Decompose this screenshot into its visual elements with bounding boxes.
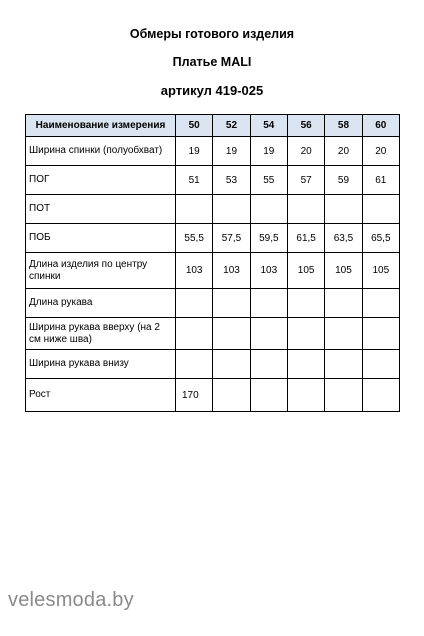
measurement-name-cell: Длина изделия по центру спинки bbox=[26, 253, 176, 289]
measurement-value-cell: 59,5 bbox=[250, 224, 287, 253]
measurement-value-cell: 103 bbox=[176, 253, 213, 289]
measurement-name-cell: Ширина спинки (полуобхват) bbox=[26, 137, 176, 166]
measurement-value-cell: 19 bbox=[250, 137, 287, 166]
measurement-value-cell: 59 bbox=[325, 166, 362, 195]
measurement-value-cell bbox=[362, 318, 399, 350]
measurement-value-cell bbox=[325, 318, 362, 350]
measurement-value-cell bbox=[213, 195, 250, 224]
measurement-value-cell: 55,5 bbox=[176, 224, 213, 253]
measurement-value-cell: 105 bbox=[325, 253, 362, 289]
measurement-value-cell bbox=[213, 350, 250, 379]
measurement-value-cell bbox=[250, 289, 287, 318]
measurement-value-cell bbox=[325, 289, 362, 318]
measurement-value-cell: 57,5 bbox=[213, 224, 250, 253]
measurement-name-cell: Ширина рукава вверху (на 2 см ниже шва) bbox=[26, 318, 176, 350]
measurement-value-cell bbox=[362, 195, 399, 224]
measurement-value-cell: 20 bbox=[287, 137, 324, 166]
product-name: Платье MALI bbox=[172, 55, 252, 69]
measurement-value-cell: 61,5 bbox=[287, 224, 324, 253]
table-row bbox=[26, 137, 400, 166]
measurement-value-cell: 20 bbox=[325, 137, 362, 166]
measurement-value-cell bbox=[176, 289, 213, 318]
table-row bbox=[26, 253, 400, 289]
measurement-value-cell: 19 bbox=[176, 137, 213, 166]
measurement-name-cell: Длина рукава bbox=[26, 289, 176, 318]
measurement-value-cell bbox=[250, 350, 287, 379]
measurement-value-cell bbox=[362, 350, 399, 379]
measurement-value-cell bbox=[325, 379, 362, 412]
measurement-value-cell bbox=[362, 289, 399, 318]
column-header-size: 50 bbox=[176, 115, 213, 137]
measurement-name-cell: ПОГ bbox=[26, 166, 176, 195]
measurement-value-cell bbox=[250, 318, 287, 350]
measurements-table bbox=[25, 114, 400, 412]
measurement-value-cell bbox=[176, 318, 213, 350]
measurement-value-cell bbox=[362, 379, 399, 412]
table-row bbox=[26, 224, 400, 253]
measurement-value-cell: 65,5 bbox=[362, 224, 399, 253]
measurement-value-cell bbox=[176, 195, 213, 224]
measurement-value-cell bbox=[213, 379, 250, 412]
measurement-value-cell bbox=[287, 350, 324, 379]
watermark-text: velesmoda.by bbox=[8, 589, 134, 611]
measurement-value-cell bbox=[287, 318, 324, 350]
measurement-value-cell: 105 bbox=[362, 253, 399, 289]
measurement-name-cell: Рост bbox=[26, 379, 176, 412]
measurement-value-cell bbox=[250, 379, 287, 412]
column-header-size: 58 bbox=[325, 115, 362, 137]
measurement-value-cell: 55 bbox=[250, 166, 287, 195]
measurement-value-cell bbox=[213, 289, 250, 318]
measurement-value-cell bbox=[176, 350, 213, 379]
table-row bbox=[26, 379, 400, 412]
column-header-measurement: Наименование измерения bbox=[26, 115, 176, 137]
measurement-value-cell: 20 bbox=[362, 137, 399, 166]
table-row bbox=[26, 195, 400, 224]
measurement-value-cell: 63,5 bbox=[325, 224, 362, 253]
table-row bbox=[26, 166, 400, 195]
column-header-size: 54 bbox=[250, 115, 287, 137]
measurement-value-cell bbox=[287, 195, 324, 224]
measurement-value-cell bbox=[287, 379, 324, 412]
column-header-size: 52 bbox=[213, 115, 250, 137]
document-title: Обмеры готового изделия bbox=[129, 27, 295, 41]
measurement-value-cell: 103 bbox=[213, 253, 250, 289]
measurement-name-cell: Ширина рукава внизу bbox=[26, 350, 176, 379]
measurement-name-cell: ПОТ bbox=[26, 195, 176, 224]
measurement-name-cell: ПОБ bbox=[26, 224, 176, 253]
measurement-value-cell bbox=[325, 350, 362, 379]
measurement-value-cell bbox=[213, 318, 250, 350]
measurement-value-cell: 170 bbox=[176, 379, 213, 412]
measurement-value-cell: 103 bbox=[250, 253, 287, 289]
column-header-size: 56 bbox=[287, 115, 324, 137]
table-row bbox=[26, 350, 400, 379]
measurement-value-cell: 61 bbox=[362, 166, 399, 195]
table-row bbox=[26, 289, 400, 318]
measurement-value-cell: 105 bbox=[287, 253, 324, 289]
table-header-row bbox=[26, 115, 400, 137]
measurement-value-cell bbox=[250, 195, 287, 224]
measurement-value-cell: 57 bbox=[287, 166, 324, 195]
measurement-value-cell: 19 bbox=[213, 137, 250, 166]
measurement-value-cell: 51 bbox=[176, 166, 213, 195]
column-header-size: 60 bbox=[362, 115, 399, 137]
article-number: артикул 419-025 bbox=[160, 83, 264, 98]
measurement-value-cell bbox=[325, 195, 362, 224]
measurement-value-cell bbox=[287, 289, 324, 318]
measurement-value-cell: 53 bbox=[213, 166, 250, 195]
table-row bbox=[26, 318, 400, 350]
